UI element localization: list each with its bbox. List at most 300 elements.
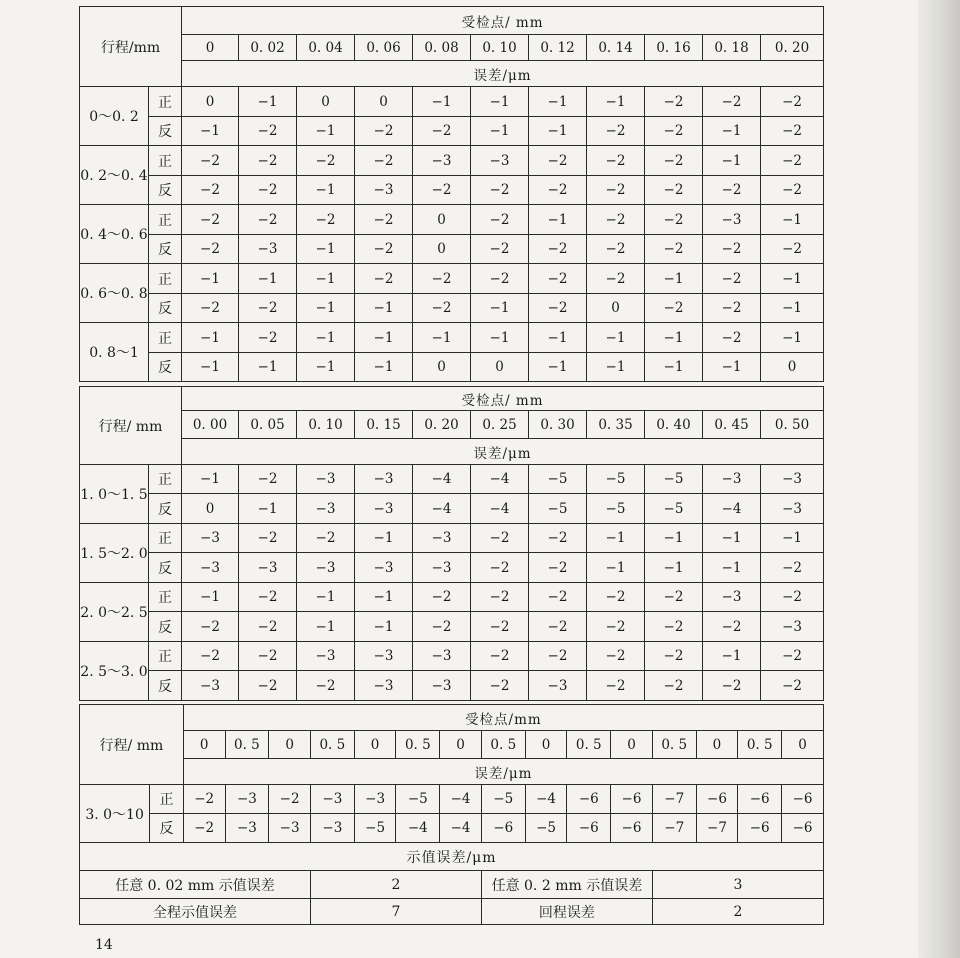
error-value-cell: −4 xyxy=(413,465,471,494)
error-value-cell: −2 xyxy=(761,553,824,583)
error-value-cell: −2 xyxy=(529,553,587,583)
table-row xyxy=(80,553,824,583)
error-value-cell: −6 xyxy=(782,785,824,814)
error-value-cell: −2 xyxy=(355,235,413,264)
point-header-cell: 0. 10 xyxy=(297,411,355,439)
point-header-cell: 0 xyxy=(782,731,824,759)
point-header-cell: 0. 5 xyxy=(567,731,611,759)
error-value-cell: −2 xyxy=(182,146,239,176)
error-value-cell: −1 xyxy=(239,264,297,294)
error-value-cell: −2 xyxy=(413,612,471,642)
error-value-cell: −3 xyxy=(355,176,413,205)
error-value-cell: −3 xyxy=(355,465,413,494)
table-row xyxy=(80,671,824,701)
stroke-label: 行程/ mm xyxy=(80,387,182,465)
error-value-cell: −6 xyxy=(567,814,611,843)
error-value-cell: −1 xyxy=(297,117,355,146)
error-value-cell: −2 xyxy=(529,294,587,323)
table-row xyxy=(80,294,824,323)
error-value-cell: −1 xyxy=(297,294,355,323)
error-value-cell: −1 xyxy=(761,205,824,235)
error-value-cell: −1 xyxy=(182,264,239,294)
error-value-cell: −2 xyxy=(645,146,703,176)
error-value-cell: −2 xyxy=(471,612,529,642)
error-value-cell: −4 xyxy=(471,465,529,494)
error-value-cell: −2 xyxy=(529,264,587,294)
error-value-cell: −3 xyxy=(182,671,239,701)
error-value-cell: −3 xyxy=(355,642,413,671)
error-value-cell: −2 xyxy=(471,583,529,612)
table-row xyxy=(80,642,824,671)
error-value-cell: −2 xyxy=(645,294,703,323)
error-value-cell: −6 xyxy=(738,814,782,843)
error-value-cell: −4 xyxy=(396,814,440,843)
error-value-cell: −5 xyxy=(396,785,440,814)
error-header: 误差/μm xyxy=(183,759,823,785)
error-value-cell: −3 xyxy=(297,642,355,671)
point-header-cell: 0. 5 xyxy=(652,731,696,759)
error-value-cell: −2 xyxy=(297,671,355,701)
error-value-cell: −2 xyxy=(645,235,703,264)
error-value-cell: −2 xyxy=(645,117,703,146)
point-header-cell: 0. 25 xyxy=(471,411,529,439)
error-value-cell: −2 xyxy=(239,671,297,701)
table-row xyxy=(80,146,824,176)
error-value-cell: 0 xyxy=(413,235,471,264)
error-value-cell: −1 xyxy=(355,612,413,642)
error-value-cell: −2 xyxy=(413,294,471,323)
error-value-cell: −2 xyxy=(239,465,297,494)
direction-label: 正 xyxy=(149,205,182,235)
page-edge-shadow xyxy=(918,0,960,958)
error-value-cell: −2 xyxy=(645,583,703,612)
error-value-cell: −3 xyxy=(310,814,354,843)
error-value-cell: −2 xyxy=(471,524,529,553)
error-value-cell: −1 xyxy=(182,583,239,612)
error-value-cell: −1 xyxy=(297,264,355,294)
error-value-cell: −1 xyxy=(587,553,645,583)
error-value-cell: −2 xyxy=(183,814,225,843)
error-header: 误差/μm xyxy=(182,439,824,465)
error-value-cell: −2 xyxy=(182,205,239,235)
error-value-cell: −2 xyxy=(703,612,761,642)
error-value-cell: −1 xyxy=(761,524,824,553)
error-value-cell: −3 xyxy=(297,553,355,583)
error-value-cell: 0 xyxy=(587,294,645,323)
error-value-cell: −1 xyxy=(645,353,703,382)
error-value-cell: −1 xyxy=(239,87,297,117)
error-value-cell: −2 xyxy=(587,117,645,146)
summary-value: 2 xyxy=(652,899,823,925)
error-value-cell: −2 xyxy=(703,176,761,205)
error-value-cell: −1 xyxy=(182,323,239,353)
error-value-cell: −2 xyxy=(269,785,311,814)
error-value-cell: −5 xyxy=(529,465,587,494)
error-value-cell: −2 xyxy=(183,785,225,814)
error-value-cell: −2 xyxy=(239,117,297,146)
error-value-cell: −2 xyxy=(703,87,761,117)
error-value-cell: −3 xyxy=(239,235,297,264)
stroke-range-label: 1. 0～1. 5 xyxy=(80,465,149,524)
point-header-cell: 0. 40 xyxy=(645,411,703,439)
error-value-cell: −1 xyxy=(471,87,529,117)
error-value-cell: −1 xyxy=(182,353,239,382)
error-value-cell: −2 xyxy=(471,671,529,701)
error-value-cell: −2 xyxy=(645,612,703,642)
error-value-cell: −6 xyxy=(738,785,782,814)
error-value-cell: −3 xyxy=(355,553,413,583)
error-value-cell: −2 xyxy=(239,642,297,671)
direction-label: 正 xyxy=(149,524,182,553)
error-value-cell: 0 xyxy=(182,494,239,524)
error-value-cell: −2 xyxy=(645,205,703,235)
error-value-cell: −2 xyxy=(703,323,761,353)
error-value-cell: −3 xyxy=(182,553,239,583)
direction-label: 正 xyxy=(149,583,182,612)
error-value-cell: −3 xyxy=(413,671,471,701)
error-value-cell: −2 xyxy=(587,205,645,235)
error-value-cell: −2 xyxy=(182,176,239,205)
error-value-cell: −7 xyxy=(652,785,696,814)
error-value-cell: −1 xyxy=(761,323,824,353)
table-row xyxy=(80,323,824,353)
stroke-range-label: 0. 2～0. 4 xyxy=(80,146,149,205)
error-value-cell: −3 xyxy=(413,553,471,583)
error-value-cell: −3 xyxy=(239,553,297,583)
point-header-cell: 0. 02 xyxy=(239,35,297,61)
error-value-cell: −2 xyxy=(703,235,761,264)
point-header-cell: 0. 12 xyxy=(529,35,587,61)
error-value-cell: −1 xyxy=(587,353,645,382)
direction-label: 反 xyxy=(149,176,182,205)
error-value-cell: −1 xyxy=(703,146,761,176)
table-row xyxy=(80,583,824,612)
error-value-cell: −7 xyxy=(696,814,738,843)
error-value-cell: −2 xyxy=(761,87,824,117)
error-value-cell: −7 xyxy=(652,814,696,843)
error-value-cell: −1 xyxy=(239,353,297,382)
error-value-cell: −2 xyxy=(182,642,239,671)
table-row xyxy=(80,612,824,642)
error-value-cell: −2 xyxy=(587,671,645,701)
direction-label: 反 xyxy=(149,353,182,382)
direction-label: 正 xyxy=(150,785,184,814)
error-value-cell: 0 xyxy=(355,87,413,117)
error-value-cell: −4 xyxy=(525,785,567,814)
direction-label: 反 xyxy=(149,494,182,524)
direction-label: 反 xyxy=(150,814,184,843)
error-value-cell: −1 xyxy=(297,583,355,612)
error-value-cell: −2 xyxy=(413,176,471,205)
table-row xyxy=(80,176,824,205)
direction-label: 反 xyxy=(149,671,182,701)
point-header-cell: 0. 5 xyxy=(310,731,354,759)
summary-value: 2 xyxy=(310,871,481,899)
error-value-cell: −1 xyxy=(645,264,703,294)
error-value-cell: −1 xyxy=(703,553,761,583)
stroke-range-label: 0～0. 2 xyxy=(80,87,149,146)
stroke-range-label: 0. 6～0. 8 xyxy=(80,264,149,323)
table-section-2 xyxy=(79,386,824,701)
error-value-cell: −2 xyxy=(529,524,587,553)
error-value-cell: −3 xyxy=(703,583,761,612)
error-value-cell: −1 xyxy=(703,353,761,382)
error-value-cell: −2 xyxy=(645,176,703,205)
direction-label: 正 xyxy=(149,264,182,294)
error-value-cell: −2 xyxy=(355,264,413,294)
direction-label: 反 xyxy=(149,294,182,323)
error-value-cell: −1 xyxy=(529,205,587,235)
error-value-cell: −2 xyxy=(703,264,761,294)
error-value-cell: −1 xyxy=(471,294,529,323)
indication-error-header: 示值误差/μm xyxy=(80,843,824,871)
error-value-cell: −6 xyxy=(567,785,611,814)
error-value-cell: −6 xyxy=(611,785,653,814)
point-header-cell: 0. 5 xyxy=(396,731,440,759)
point-header-cell: 0. 05 xyxy=(239,411,297,439)
stroke-range-label: 2. 5～3. 0 xyxy=(80,642,149,701)
error-value-cell: −1 xyxy=(703,117,761,146)
error-value-cell: −5 xyxy=(481,785,525,814)
direction-label: 反 xyxy=(149,612,182,642)
stroke-range-label: 0. 4～0. 6 xyxy=(80,205,149,264)
error-value-cell: −2 xyxy=(182,612,239,642)
error-value-cell: −3 xyxy=(225,814,269,843)
error-value-cell: −4 xyxy=(440,785,482,814)
error-value-cell: −1 xyxy=(355,353,413,382)
error-value-cell: −2 xyxy=(761,671,824,701)
error-value-cell: −5 xyxy=(587,465,645,494)
error-value-cell: 0 xyxy=(413,353,471,382)
error-value-cell: −2 xyxy=(645,671,703,701)
error-value-cell: −3 xyxy=(413,524,471,553)
table-section-3 xyxy=(79,704,824,925)
error-value-cell: −6 xyxy=(696,785,738,814)
point-header-cell: 0. 30 xyxy=(529,411,587,439)
error-value-cell: −2 xyxy=(645,642,703,671)
table-row xyxy=(80,814,824,843)
point-header-cell: 0 xyxy=(696,731,738,759)
table-row xyxy=(80,205,824,235)
direction-label: 正 xyxy=(149,146,182,176)
direction-label: 反 xyxy=(149,235,182,264)
error-value-cell: −1 xyxy=(355,524,413,553)
table-row xyxy=(80,465,824,494)
table-row xyxy=(80,235,824,264)
error-value-cell: −2 xyxy=(239,323,297,353)
error-value-cell: −3 xyxy=(310,785,354,814)
point-header-cell: 0. 5 xyxy=(481,731,525,759)
error-value-cell: −2 xyxy=(182,235,239,264)
error-value-cell: −2 xyxy=(239,612,297,642)
error-value-cell: −2 xyxy=(703,671,761,701)
error-value-cell: −2 xyxy=(239,176,297,205)
error-value-cell: 0 xyxy=(297,87,355,117)
point-header-cell: 0 xyxy=(269,731,311,759)
table-row xyxy=(80,87,824,117)
point-header-cell: 0. 20 xyxy=(761,35,824,61)
error-value-cell: −4 xyxy=(471,494,529,524)
direction-label: 正 xyxy=(149,465,182,494)
point-header-cell: 0. 5 xyxy=(225,731,269,759)
error-value-cell: −1 xyxy=(587,323,645,353)
error-value-cell: −2 xyxy=(529,176,587,205)
error-value-cell: −2 xyxy=(587,146,645,176)
point-header-cell: 0 xyxy=(182,35,239,61)
table-row xyxy=(80,117,824,146)
error-value-cell: −1 xyxy=(761,294,824,323)
error-value-cell: −3 xyxy=(761,465,824,494)
error-value-cell: −1 xyxy=(529,353,587,382)
error-value-cell: −2 xyxy=(529,612,587,642)
error-value-cell: −2 xyxy=(471,642,529,671)
point-header-cell: 0. 08 xyxy=(413,35,471,61)
point-header-cell: 0. 14 xyxy=(587,35,645,61)
error-value-cell: −1 xyxy=(703,524,761,553)
error-value-cell: −5 xyxy=(529,494,587,524)
error-value-cell: −6 xyxy=(481,814,525,843)
point-header-cell: 0. 20 xyxy=(413,411,471,439)
stroke-range-label: 2. 0～2. 5 xyxy=(80,583,149,642)
error-value-cell: −5 xyxy=(645,465,703,494)
error-value-cell: −2 xyxy=(297,146,355,176)
error-value-cell: −3 xyxy=(529,671,587,701)
error-value-cell: −1 xyxy=(413,87,471,117)
error-header: 误差/μm xyxy=(182,61,824,87)
error-value-cell: −2 xyxy=(587,583,645,612)
error-value-cell: −2 xyxy=(587,264,645,294)
points-header: 受检点/mm xyxy=(183,705,823,731)
error-value-cell: −2 xyxy=(239,205,297,235)
table-row xyxy=(80,524,824,553)
point-header-cell: 0 xyxy=(525,731,567,759)
summary-value: 3 xyxy=(652,871,823,899)
point-header-cell: 0 xyxy=(611,731,653,759)
error-value-cell: −1 xyxy=(182,117,239,146)
points-header: 受检点/ mm xyxy=(182,387,824,411)
summary-label: 任意 0. 02 mm 示值误差 xyxy=(80,871,311,899)
error-value-cell: 0 xyxy=(761,353,824,382)
error-value-cell: −3 xyxy=(761,494,824,524)
stroke-label: 行程/mm xyxy=(80,7,182,87)
error-value-cell: −2 xyxy=(761,235,824,264)
error-value-cell: −1 xyxy=(239,494,297,524)
error-value-cell: −1 xyxy=(645,524,703,553)
error-value-cell: −3 xyxy=(354,785,396,814)
error-value-cell: −3 xyxy=(413,146,471,176)
error-value-cell: −1 xyxy=(297,323,355,353)
point-header-cell: 0. 16 xyxy=(645,35,703,61)
error-value-cell: −2 xyxy=(761,117,824,146)
error-value-cell: −4 xyxy=(703,494,761,524)
error-value-cell: −2 xyxy=(761,583,824,612)
table-row xyxy=(80,264,824,294)
error-value-cell: −1 xyxy=(297,235,355,264)
direction-label: 正 xyxy=(149,87,182,117)
error-value-cell: −2 xyxy=(239,524,297,553)
direction-label: 正 xyxy=(149,642,182,671)
error-value-cell: −2 xyxy=(355,117,413,146)
error-value-cell: −1 xyxy=(471,117,529,146)
table-row xyxy=(80,785,824,814)
error-value-cell: −2 xyxy=(413,583,471,612)
point-header-cell: 0. 10 xyxy=(471,35,529,61)
error-value-cell: −1 xyxy=(471,323,529,353)
error-value-cell: −4 xyxy=(413,494,471,524)
error-value-cell: −1 xyxy=(587,524,645,553)
error-value-cell: −1 xyxy=(355,294,413,323)
summary-label: 任意 0. 2 mm 示值误差 xyxy=(481,871,652,899)
summary-label: 全程示值误差 xyxy=(80,899,311,925)
point-header-cell: 0. 18 xyxy=(703,35,761,61)
error-value-cell: −5 xyxy=(354,814,396,843)
point-header-cell: 0 xyxy=(183,731,225,759)
summary-label: 回程误差 xyxy=(481,899,652,925)
error-value-cell: −5 xyxy=(645,494,703,524)
error-value-cell: −1 xyxy=(297,176,355,205)
error-value-cell: −2 xyxy=(761,146,824,176)
table-row xyxy=(80,353,824,382)
error-value-cell: −2 xyxy=(413,264,471,294)
error-value-cell: −4 xyxy=(440,814,482,843)
direction-label: 反 xyxy=(149,117,182,146)
error-value-cell: −1 xyxy=(297,353,355,382)
error-value-cell: −5 xyxy=(587,494,645,524)
error-value-cell: −2 xyxy=(703,294,761,323)
error-value-cell: −1 xyxy=(529,87,587,117)
error-value-cell: −6 xyxy=(782,814,824,843)
error-value-cell: −1 xyxy=(413,323,471,353)
error-value-cell: −3 xyxy=(355,671,413,701)
error-value-cell: 0 xyxy=(182,87,239,117)
error-value-cell: −2 xyxy=(587,235,645,264)
stroke-range-label: 0. 8～1 xyxy=(80,323,149,382)
error-value-cell: −6 xyxy=(611,814,653,843)
point-header-cell: 0 xyxy=(354,731,396,759)
point-header-cell: 0. 04 xyxy=(297,35,355,61)
stroke-label: 行程/ mm xyxy=(80,705,184,785)
error-value-cell: −1 xyxy=(761,264,824,294)
error-value-cell: −1 xyxy=(645,553,703,583)
error-value-cell: −2 xyxy=(761,642,824,671)
error-value-cell: −2 xyxy=(471,264,529,294)
direction-label: 反 xyxy=(149,553,182,583)
error-value-cell: −3 xyxy=(703,205,761,235)
error-value-cell: −2 xyxy=(355,205,413,235)
error-value-cell: −3 xyxy=(761,612,824,642)
error-value-cell: −2 xyxy=(645,87,703,117)
stroke-range-label: 1. 5～2. 0 xyxy=(80,524,149,583)
error-value-cell: −2 xyxy=(471,553,529,583)
error-value-cell: 0 xyxy=(471,353,529,382)
point-header-cell: 0. 35 xyxy=(587,411,645,439)
error-value-cell: −3 xyxy=(413,642,471,671)
point-header-cell: 0. 15 xyxy=(355,411,413,439)
error-value-cell: −1 xyxy=(182,465,239,494)
error-value-cell: −2 xyxy=(413,117,471,146)
error-value-cell: −2 xyxy=(761,176,824,205)
table-section-1 xyxy=(79,6,824,382)
error-value-cell: −2 xyxy=(529,583,587,612)
error-value-cell: −2 xyxy=(587,612,645,642)
error-value-cell: −1 xyxy=(355,583,413,612)
error-value-cell: −2 xyxy=(182,294,239,323)
error-value-cell: −3 xyxy=(297,465,355,494)
error-value-cell: −1 xyxy=(645,323,703,353)
summary-value: 7 xyxy=(310,899,481,925)
point-header-cell: 0. 50 xyxy=(761,411,824,439)
error-value-cell: −2 xyxy=(239,583,297,612)
